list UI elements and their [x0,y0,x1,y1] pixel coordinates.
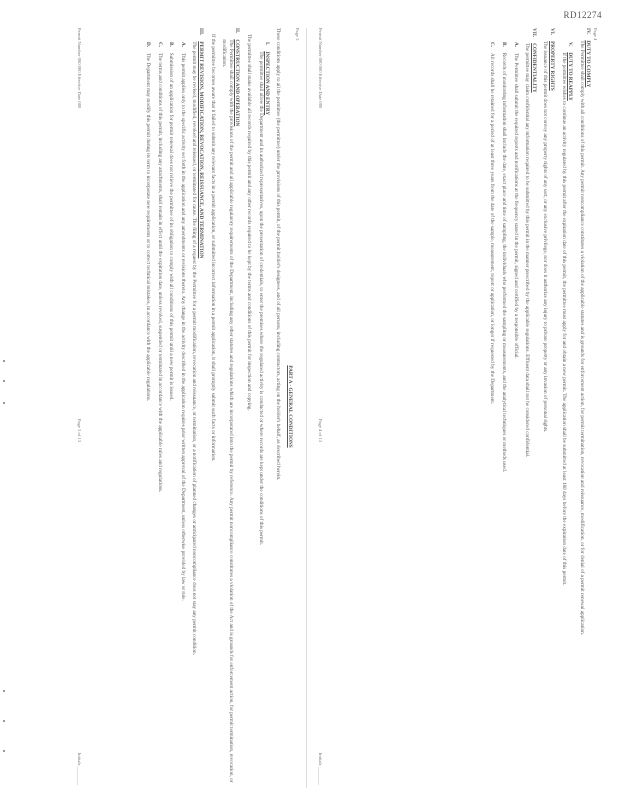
item-body [245,34,252,411]
item-text: The permittee may claim confidential any information required to be submitted by this permit in the manner prescribed by the applicable regulations. Effluent data shall not be considered confidential. [524,43,531,458]
footer-page: Page 4 of 13 [317,418,323,443]
footer-permit: Permit Number 000 000 Effective Date 000 [317,28,323,109]
list-item [145,28,152,785]
item-title: CONSTRUCTION AND OPERATION [234,39,241,127]
item-text: If the permittee becomes aware that it failed to submit any relevant facts in a permit application, or submitted incorrect information in a permit application, it shall promptly submit such facts or information. [209,34,216,462]
item-body [578,40,591,635]
item-title: DUTY TO COMPLY [585,40,592,88]
item-body [145,53,152,401]
page-marker: Page 3 [295,28,300,41]
item-number: B. [168,42,175,47]
item-title: PERMIT REVISION, MODIFICATION, REVOCATION, REISSUANCE, AND TERMINATION [198,41,205,259]
list-item [560,28,573,785]
item-number: B. [501,42,508,47]
item-text: If the permittee wishes to continue an activity regulated by this permit after the expiration date of this permit, the permittee must apply for and obtain a new permit. The application shall be submitted at least 180 days before the expiration date of this permit. [560,52,567,586]
item-text: Records of monitoring information shall include the date, exact place and time of sampling, the individuals who performed the sampling or measurements, and the analytical techniques or methods used. [501,52,508,472]
list-item [512,28,519,785]
item-body [257,51,270,545]
item-text: The Department may modify this permit during its term to incorporate new requirements or to correct technical mistakes, in accordance with the applicable regulations. [145,53,152,402]
item-number: IV. [585,28,592,35]
page-divider [306,28,307,788]
item-text: The Permittee shall submit the required reports and notifications at the frequency stated in the permit, signed and certified by a responsible official. [512,53,519,359]
item-body [542,41,555,432]
item-body [191,41,204,655]
item-number: I. [264,42,271,46]
item-text: All records shall be retained for a period of at least three years from the date of the sample, measurement, report or application, or longer if requested by the Department. [489,53,496,405]
item-text: The permittee shall make available all records required by this permit and any other records required to be kept by the terms and conditions of this permit for inspection and copying. [246,34,253,411]
item-body [209,34,216,461]
item-text: The terms and conditions of this permit, including any attachments, shall remain in effect until the expiration date, unless revoked, suspended or terminated in accordance with the applicable rules and regulations. [156,53,163,493]
item-body [512,53,519,359]
page-footer [75,28,82,785]
left-item-list [145,28,271,785]
item-text: The Permittee shall comply with the provisions of the permit and all applicable regulatory requirements of the Department, including any other statutes and regulations which are incorporated into the permit by reference. Any permit noncompliance constitutes a violation of the Act and is grounds for enforcement action, for permit termination, revocation, or modification. [221,39,234,783]
list-item [257,28,270,785]
item-number: C. [156,42,163,48]
intro-paragraph: These conditions apply to all the permittee (the permittee) under the provisions of this permit, of the permit holder's designees, and of all persons, including contractors, acting on the holder's behalf, as described herein. [274,28,281,481]
item-body [489,53,496,404]
footer-permit: Permit Number 000 000 Effective Date 000 [76,28,82,109]
list-item [156,28,163,785]
item-number: II. [234,28,241,34]
item-text: Submission of an application for permit renewal does not relieve the permittee of its obligation to comply with all conditions of this permit until a new permit is issued. [168,52,175,401]
item-body [221,39,241,785]
list-item [542,28,555,785]
list-item [191,28,204,785]
item-body [179,53,186,601]
footer-page: Page 3 of 13 [76,418,82,443]
item-title: CONFIDENTIALITY [530,43,537,93]
footer-initials: Initials ________ [317,752,323,785]
item-text: The permittee shall allow the Department and its authorized representatives, upon the presentation of credentials, to enter the premises where the regulated activity is conducted or where records are kept under the conditions of this permit. [257,51,264,546]
right-item-list [489,28,592,785]
list-item [179,28,186,785]
item-number: VII. [530,28,537,38]
scan-edge-marks [0,0,10,800]
page-footer [316,28,323,785]
item-title: INSPECTION AND ENTRY [264,51,271,116]
item-number: VI. [549,28,556,36]
item-body [500,53,507,472]
list-item [500,28,507,785]
item-text: This permit applies only to the specific activity set forth in the application and any amendments or revisions thereto. Any change in the activity described in the application requires prior written approval of the Department, unless otherwise provided by law or rule. [179,53,186,601]
item-body [560,52,573,585]
section-heading: PART A - GENERAL CONDITIONS [287,365,294,448]
list-item [209,28,216,785]
right-page [316,28,598,785]
list-item [168,28,175,785]
item-text: The Permittee shall comply with all conditions of this permit. Any permit noncompliance constitutes a violation of the applicable statutes and is grounds for enforcement action, for permit termination, revocation and reissuance, modification, or for denial of a permit renewal application. [578,40,585,636]
item-number: III. [198,28,205,36]
document-id: RD12274 [563,10,602,20]
item-number: A. [179,42,186,48]
list-item [221,28,241,785]
item-number: C. [489,42,496,48]
item-body [524,43,537,457]
item-body [168,53,175,401]
list-item [578,28,591,785]
list-item [524,28,537,785]
item-title: PROPERTY RIGHTS [549,41,556,91]
item-body [156,53,163,492]
left-page [75,28,300,785]
page-marker: Page 4 [593,28,598,41]
item-title: DUTY TO REAPPLY [567,52,574,101]
item-text: The permit may be revised, modified, revoked and reissued, or terminated for cause. The filing of a request by the Permittee for a permit modification, revocation and reissuance, or termination, or a notification of planned changes or anticipated noncompliance does not stay any permit condition. [191,41,198,655]
footer-initials: Initials ________ [76,752,82,785]
item-number: D. [145,42,152,48]
item-number: V. [567,42,574,47]
list-item [489,28,496,785]
item-number: A. [512,42,519,48]
item-text: The issuance of this permit does not convey any property rights of any sort, or any exclusive privilege, nor does it authorize any injury to private property or any invasion of personal rights. [542,41,549,433]
list-item [245,28,252,785]
